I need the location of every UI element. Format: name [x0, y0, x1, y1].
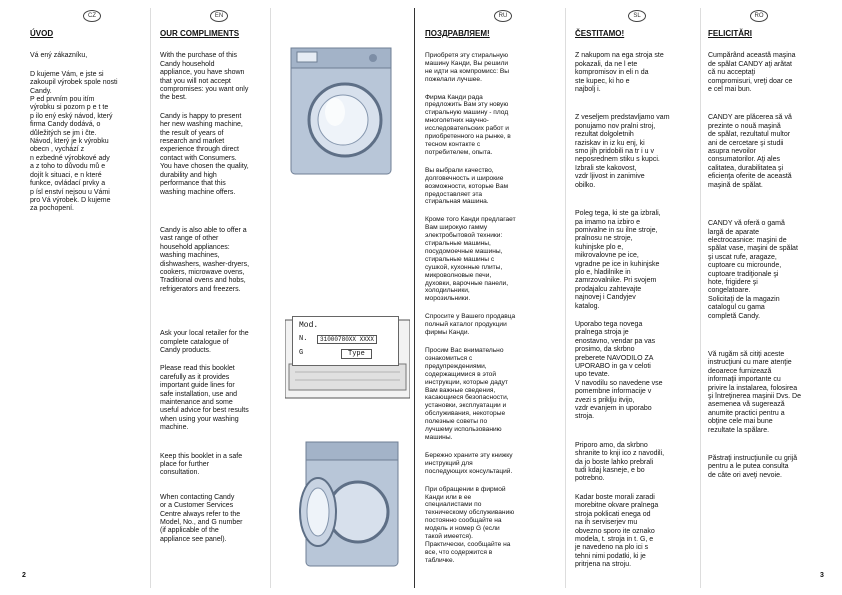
en-paragraph: Candy is happy to present her new washing machine, the result of years of research and market experience through direct contact with Consumers. You have chosen the quality, durability and high performance that this washing machine offers. — [160, 112, 249, 196]
ru-paragraph: При обращении в фирмой Канди или в ее специалистами по техническому обслуживанию постоянно сообщайте на модель и номер G (если такой имеется). Практически, сообщайте на все, что содержится в табличке. — [425, 485, 515, 564]
ru-paragraph: Кроме того Канди предлагает Вам широкую гамму электробытовой техники: стиральные машины, посудомоечные машины, стиральные машины с сушкой, кухонные плиты, микроволновые печи, духовки, варочные панели, холодильники, морозильники. — [425, 216, 516, 303]
ru-paragraph: Спросите у Вашего продавца полный каталог продукции фирмы Канди. — [425, 313, 516, 337]
sl-paragraph: Z veseljem predstavljamo vam ponujamo nov pralni stroj, rezultat dolgoletnih raziskav in iz ku enj, ki smo jih pridobili na tr i u v neposrednem stiku s kupci. Izbrali ste kakovost, vzdr ljivost in zanimive obilko. — [575, 114, 670, 189]
ro-paragraph: Vă rugăm să citiţi aceste instrucţiuni cu mare atenţie deoarece furnizează informaţii importante cu privire la instalarea, folosirea şi întreţinerea maşinii Dvs. De asemenea vă sugerează anumite practici pentru a obţine cele mai bune rezultate la spălare. — [708, 350, 801, 434]
ro-paragraph: CANDY are plăcerea să vă prezinte o nouă maşină de spălat, rezultatul multor ani de cercetare şi studii asupra nevoilor consumatorilor. Aţi ales calitatea, durabilitatea şi eficienţa oferite de această maşină de spălat. — [708, 114, 792, 189]
heading-sl: ČESTITAMO! — [575, 29, 625, 38]
ro-paragraph: CANDY vă oferă o gamă largă de aparate electrocasnice: maşini de spălat vase, maşini de spălat şi uscat rufe, aragaze, cuptoare cu microunde, cuptoare tradiţionale şi hote, frigidere şi congelatoare. Solicitaţi de la magazin catalogul cu gama completă Candy. — [708, 220, 798, 320]
ru-paragraph: Бережно храните эту книжку инструкций для последующих консультаций. — [425, 451, 513, 475]
ro-paragraph: Păstraţi instrucţiunile cu grijă pentru a le putea consulta de câte ori aveţi nevoie. — [708, 455, 798, 479]
en-paragraph: When contacting Candy or a Customer Services Centre always refer to the Model, No., and G number (if applicable of the appliance see panel). — [160, 493, 243, 543]
column-cz — [30, 30, 142, 224]
en-paragraph: Keep this booklet in a safe place for further consultation. — [160, 452, 243, 477]
ru-paragraph: Приобретя эту стиральную машину Канди, Вы решили не идти на компромисс: Вы пожелали лучшее. — [425, 51, 510, 83]
ru-paragraph: Вы выбрали качество, долговечность и широкие возможности, которые Вам предоставляет эта стиральная машина. — [425, 166, 509, 206]
en-paragraph: Please read this booklet carefully as it provides important guide lines for safe installation, use and maintenance and some useful advice for best results when using your washing machine. — [160, 365, 249, 432]
ru-paragraph: Фирма Канди рада предложить Вам эту новую стиральную машину - плод многолетних научно- исследовательских работ и приобретенного на рынке, в тесном контакте с потребителем, опыта. — [425, 93, 511, 156]
label-type: Type — [341, 349, 372, 359]
column-divider — [700, 8, 701, 588]
page-number-left: 2 — [22, 572, 26, 579]
heading-ru: ПОЗДРАВЛЯЕМ! — [425, 29, 490, 38]
page-gutter — [414, 8, 415, 588]
cz-paragraph: D kujeme Vám, e jste si zakoupil výrobek spole nosti Candy. P ed prvním pou itím výrobku si pozorn p e t te p ilo ený eský návod, který firma Candy dodává, o důležitých se jm i čte. Návod, který je k výrobku obecn , vychází z n ezbedné výrobkové ady a z toho to důvodu mů e dojít k situaci, e n které funkce, ovládací prvky a p ísl enství nejsou u Vámi pro Vá výrobek. D kujeme za pochopení. — [30, 70, 118, 213]
sl-paragraph: Poleg tega, ki ste ga izbrali, pa imamo na izbiro e pomivalne in su ilne stroje, pralnosu ne stroje, kuhinjske plo e, mikrovalovne pe ice, vgradne pe ice in kuhinjske plo e, hladilnike in zamrzovalnike. Pri svojem prodajalcu zahtevajte najnovej i Candyjev katalog. — [575, 210, 661, 310]
column-ru — [425, 30, 560, 575]
column-divider — [565, 8, 566, 588]
heading-cz: ÚVOD — [30, 29, 54, 38]
column-divider — [270, 8, 271, 588]
sl-paragraph: Z nakupom na ega stroja ste pokazali, da ne l ete kompromisov in eli n da ste kupec, ki ho e najbolj i. — [575, 52, 664, 94]
heading-en: OUR COMPLIMENTS — [160, 29, 240, 38]
sl-paragraph: Kadar boste morali zaradi morebitne okvare pralnega stroja poklicati enega od na ih serviserjev mu obvezno sporo ite oznako modela, t. stroja in t. G, e je navedeno na plo ici s tehni nimi podatki, ki je pritrjena na stroju. — [575, 493, 659, 569]
sl-paragraph: Priporo amo, da skrbno shranite to knji ico z navodili, da jo boste lahko prebrali tudi kdaj kasneje, e bo potrebno. — [575, 441, 665, 483]
label-n: N. — [299, 335, 308, 343]
column-sl — [575, 30, 695, 580]
en-paragraph: Ask your local retailer for the complete catalogue of Candy products. — [160, 330, 249, 354]
lang-badge-en: EN — [210, 10, 228, 22]
column-ro — [708, 30, 828, 490]
page-number-right: 3 — [820, 572, 824, 579]
en-paragraph: Candy is also able to offer a vast range of other household appliances: washing machines, dishwashers, washer-dryers, cookers, microwave ovens, Traditional ovens and hobs, refrigerators and freezers. — [160, 226, 250, 293]
label-g: G — [299, 349, 304, 357]
lang-badge-cz: CZ — [83, 10, 101, 22]
lang-badge-ro: RO — [750, 10, 768, 22]
ru-paragraph: Просим Вас внимательно ознакомиться с предупреждениями, содержащимися в этой инструкции, которые дадут Вам важные сведения, касающиеся безопасности, установки, эксплуатации и обслуживания, некоторые полезные советы по лучшему использованию машины. — [425, 347, 509, 441]
rating-plate — [292, 316, 399, 366]
lang-badge-ru: RU — [494, 10, 512, 22]
washing-machine-illustration — [285, 42, 405, 182]
column-en — [160, 30, 270, 554]
label-mod: Mod. — [299, 321, 319, 330]
washing-machine-open-illustration — [288, 438, 408, 573]
ro-paragraph: Cumpărând această maşina de spălat CANDY aţi arătat că nu acceptaţi compromisuri, vreţi doar ce e cel mai bun. — [708, 52, 796, 94]
en-paragraph: With the purchase of this Candy household appliance, you have shown that you will not accept compromises: you want only the best. — [160, 52, 249, 102]
heading-ro: FELICITĂRI — [708, 29, 752, 38]
label-serial: 31000780XX XXXX — [317, 335, 377, 344]
column-divider — [150, 8, 151, 588]
cz-paragraph: Vá ený zákazníku, — [30, 52, 88, 60]
sl-paragraph: Uporabo tega novega pralnega stroja je enostavno, vendar pa vas prosimo, da skrbno preberete NAVODILO ZA UPORABO in ga v celoti upo tevate. V navodilu so navedene vse pomembne informacije v zvezi s priklju itvijo, vzdr evanjem in uporabo stroja. — [575, 320, 663, 421]
lang-badge-sl: SL — [628, 10, 646, 22]
